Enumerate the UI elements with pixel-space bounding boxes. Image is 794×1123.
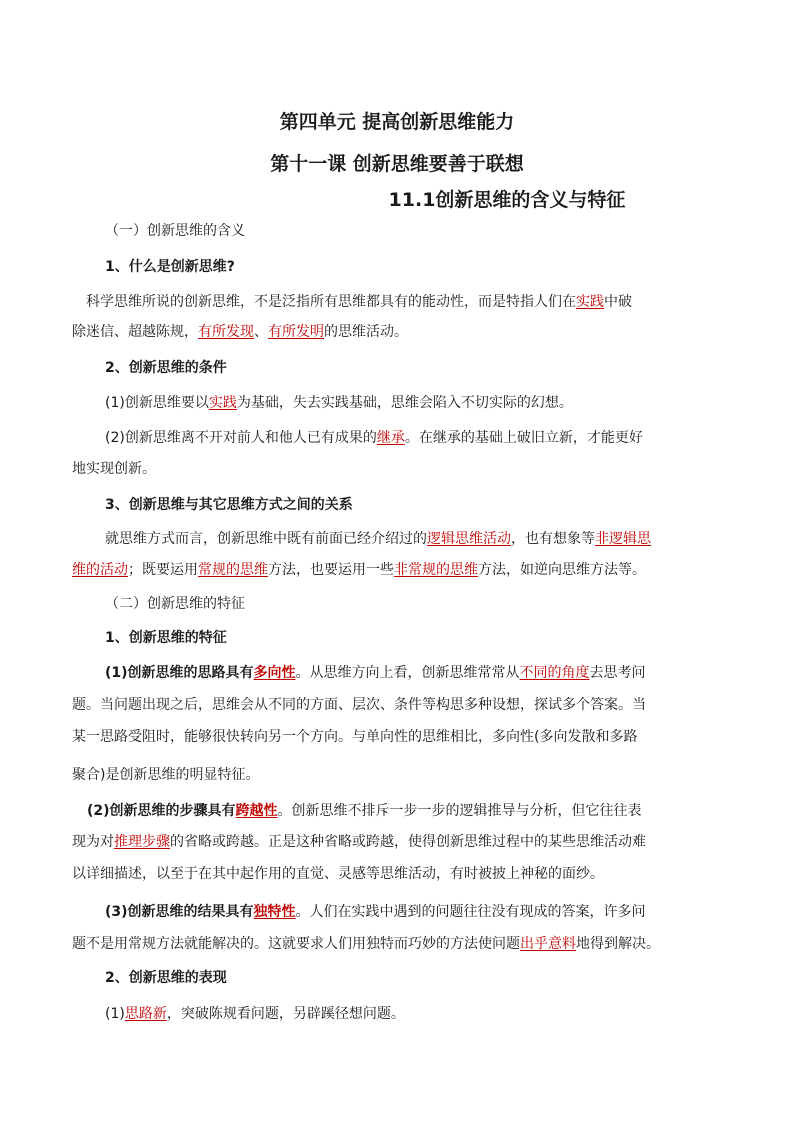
keyword-highlight: 实践	[576, 294, 604, 310]
feature1-line1	[105, 662, 646, 682]
s1-heading: 1、创新思维的特征	[105, 630, 227, 646]
q1-line1	[86, 291, 632, 311]
text-span: (1)	[105, 1006, 125, 1022]
expression1	[105, 1003, 405, 1023]
text-span: ，突破陈规看问题，另辟蹊径想问题。	[166, 1006, 405, 1022]
keyword-highlight: 常规的思维	[198, 562, 268, 578]
keyword-highlight: 非逻辑思	[595, 531, 651, 547]
keyword-highlight: 非常规的思维	[394, 562, 478, 578]
q1-heading: 1、什么是创新思维?	[105, 259, 235, 275]
q3-line1	[105, 528, 651, 548]
keyword-highlight: 推理步骤	[114, 834, 170, 850]
text-span: 的思维活动。	[324, 324, 408, 340]
keyword-highlight: 多向性	[253, 665, 296, 681]
text-span: 方法，如逆向思维方法等。	[478, 562, 646, 578]
q3-heading: 3、创新思维与其它思维方式之间的关系	[105, 497, 353, 513]
feature-label: (2)创新思维的步骤具有	[87, 803, 236, 819]
text-span: 的省略或跨越。正是这种省略或跨越，使得创新思维过程中的某些思维活动难	[170, 834, 646, 850]
text-span: 除迷信、超越陈规，	[72, 324, 198, 340]
section-title: 11.1创新思维的含义与特征	[388, 189, 626, 211]
text-span: 为基础，失去实践基础，思维会陷入不切实际的幻想。	[236, 395, 573, 411]
q2-heading: 2、创新思维的条件	[105, 360, 227, 376]
text-span: 方法，也要运用一些	[268, 562, 394, 578]
feature1-line4: 聚合)是创新思维的明显特征。	[72, 767, 260, 783]
feature3-line1	[105, 901, 646, 921]
text-span: 中破	[604, 294, 632, 310]
feature-label: (1)创新思维的思路具有	[105, 665, 254, 681]
text-span: 、	[254, 324, 268, 340]
unit-title: 第四单元 提高创新思维能力	[279, 111, 515, 133]
keyword-highlight: 有所发明	[268, 324, 324, 340]
feature1-line3: 某一思路受阻时，能够很快转向另一个方向。与单向性的思维相比，多向性(多向发散和多路	[72, 729, 638, 745]
feature2-line3: 以详细描述，以至于在其中起作用的直觉、灵感等思维活动，有时被披上神秘的面纱。	[72, 866, 604, 882]
keyword-highlight: 继承	[376, 430, 405, 446]
feature2-line2	[72, 831, 646, 851]
q1-line2	[72, 321, 408, 341]
text-span: 。从思维方向上看，创新思维常常从	[295, 665, 520, 681]
text-span: (1)创新思维要以	[105, 395, 209, 411]
keyword-highlight: 跨越性	[235, 803, 278, 819]
text-span: 地得到解决。	[576, 936, 660, 952]
feature1-line2: 题。当问题出现之后，思维会从不同的方面、层次、条件等构思多种设想，探试多个答案。当	[72, 697, 646, 713]
part2-heading: （二）创新思维的特征	[105, 596, 245, 612]
q3-line2	[72, 559, 646, 579]
text-span: 。人们在实践中遇到的问题往往没有现成的答案，许多问	[295, 904, 646, 920]
s2-heading: 2、创新思维的表现	[105, 970, 227, 986]
keyword-highlight: 有所发现	[198, 324, 254, 340]
text-span: 。在继承的基础上破旧立新，才能更好	[404, 430, 643, 446]
keyword-highlight: 独特性	[253, 904, 296, 920]
lesson-title: 第十一课 创新思维要善于联想	[270, 153, 524, 175]
feature3-line2	[72, 933, 660, 953]
keyword-highlight: 出乎意料	[520, 936, 576, 952]
q2-cond2-line2: 地实现创新。	[72, 461, 156, 477]
text-span: 。创新思维不排斥一步一步的逻辑推导与分析，但它往往表	[277, 803, 642, 819]
text-span: 去思考问	[589, 665, 646, 681]
text-span: 科学思维所说的创新思维，不是泛指所有思维都具有的能动性，而是特指人们在	[86, 294, 576, 310]
keyword-highlight: 实践	[208, 395, 237, 411]
keyword-highlight: 不同的角度	[519, 665, 590, 681]
keyword-highlight: 逻辑思维活动	[427, 531, 511, 547]
q2-cond1	[105, 392, 573, 412]
feature2-line1	[87, 800, 642, 820]
part1-heading: （一）创新思维的含义	[105, 223, 245, 239]
text-span: (2)创新思维离不开对前人和他人已有成果的	[105, 430, 377, 446]
q2-cond2	[105, 427, 643, 447]
keyword-highlight: 思路新	[124, 1006, 167, 1022]
text-span: ；既要运用	[128, 562, 198, 578]
feature-label: (3)创新思维的结果具有	[105, 904, 254, 920]
text-span: ，也有想象等	[511, 531, 595, 547]
text-span: 题不是用常规方法就能解决的。这就要求人们用独特而巧妙的方法使问题	[72, 936, 520, 952]
keyword-highlight: 维的活动	[72, 562, 128, 578]
text-span: 现为对	[72, 834, 114, 850]
text-span: 就思维方式而言，创新思维中既有前面已经介绍过的	[105, 531, 427, 547]
